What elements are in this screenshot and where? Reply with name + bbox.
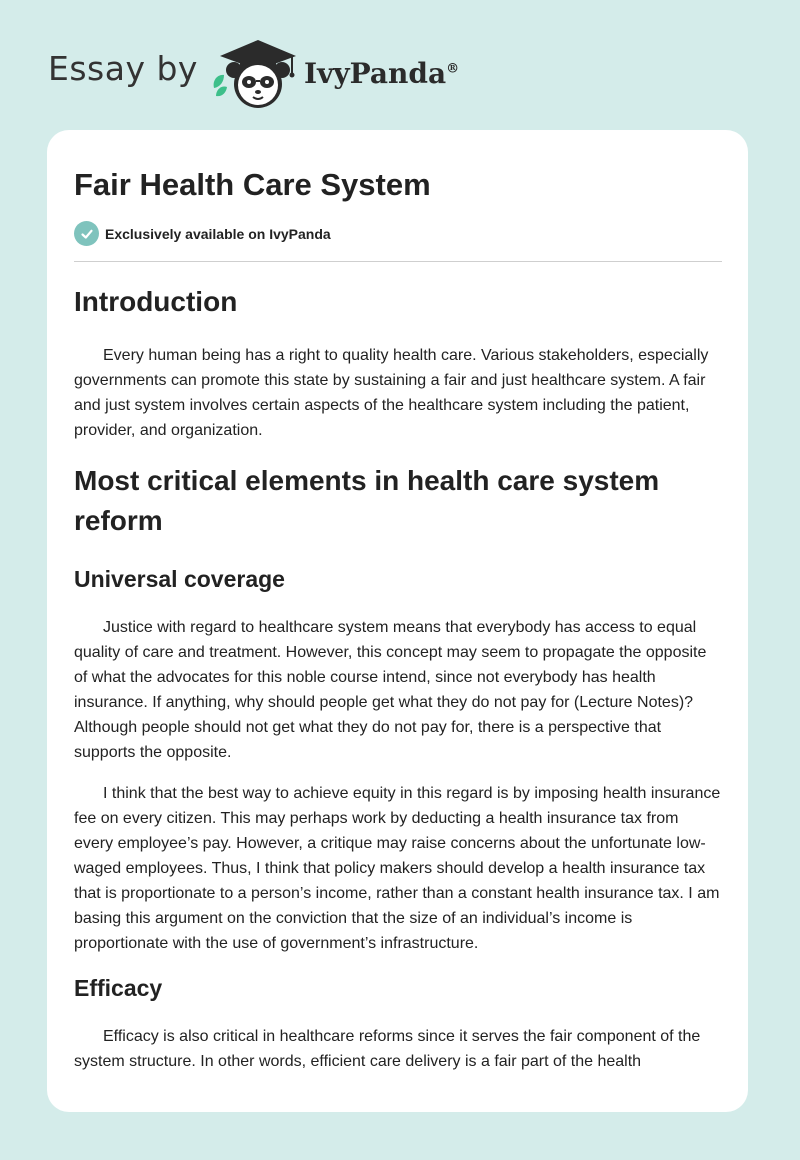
essay-body: [74, 282, 722, 1074]
check-icon: [74, 221, 99, 246]
paragraph: Justice with regard to healthcare system means that everybody has access to equal quality of care and treatment. However, this concept may seem to propagate the opposite of what the advocates for this noble course intend, since not everybody has health insurance. If anything, why should people get what they do not pay for (Lecture Notes)? Although people should not get what they do not pay for, there is a perspective that supports the opposite.: [74, 619, 707, 761]
paragraph: Efficacy is also critical in healthcare reforms since it serves the fair component of the system structure. In other words, efficient care delivery is a fair part of the health: [74, 1028, 701, 1070]
page-title: Fair Health Care System: [74, 167, 431, 202]
essay-card: [47, 130, 748, 1112]
site-header: [48, 34, 459, 110]
subheading-universal-coverage: Universal coverage: [74, 566, 285, 592]
divider: [74, 261, 722, 262]
paragraph: Every human being has a right to quality health care. Various stakeholders, especially governments can promote this state by sustaining a fair and just healthcare system. A fair and just system involves certain aspects of the healthcare system including the patient, provider, and organization.: [74, 347, 709, 439]
subheading-efficacy: Efficacy: [74, 975, 163, 1001]
paragraph: I think that the best way to achieve equity in this regard is by imposing health insurance fee on every citizen. This may perhaps work by deducting a health insurance tax from every employee’s pay. However, a critique may raise concerns about the unfortunate low-waged employees. Thus, I think that policy makers should develop a health insurance tax that is proportionate to a person’s income, rather than a constant health insurance tax. I am basing this argument on the conviction that the size of an individual’s income is proportionate with the use of government’s infrastructure.: [74, 785, 721, 952]
panda-graduate-icon[interactable]: [210, 34, 302, 110]
section-heading-critical-elements: Most critical elements in health care system reform: [74, 465, 660, 536]
registered-mark: ®: [446, 61, 460, 77]
brand-prefix: Essay by: [48, 48, 198, 88]
brand-name[interactable]: [304, 57, 459, 90]
exclusive-badge: [74, 221, 331, 246]
brand-name-text: IvyPanda: [303, 56, 447, 90]
exclusive-label: Exclusively available on IvyPanda: [105, 225, 331, 242]
section-heading-introduction: Introduction: [74, 286, 238, 317]
